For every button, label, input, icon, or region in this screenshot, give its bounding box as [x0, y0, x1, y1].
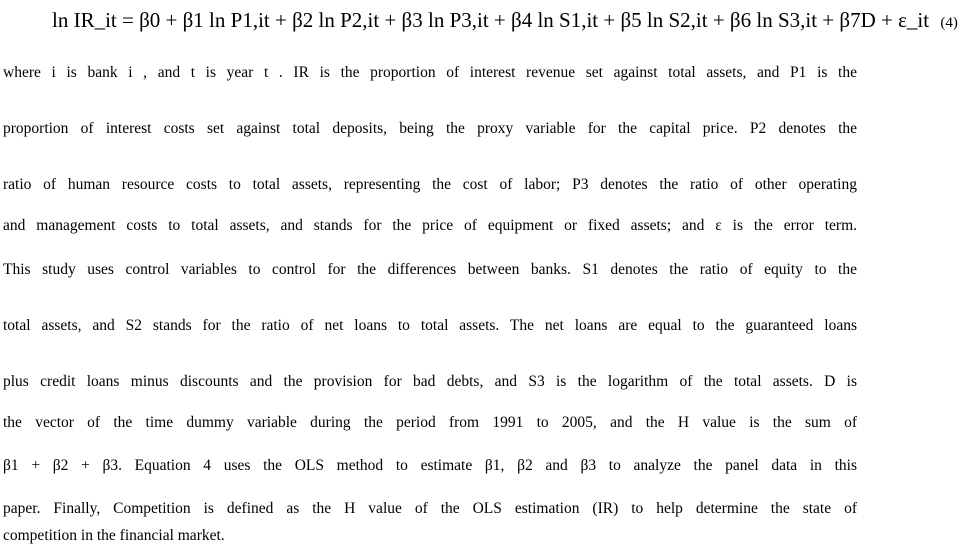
equation-number: (4) [940, 15, 958, 31]
paragraph-line-4: and management costs to total assets, and stands for the price of equipment or fixed assets; and ε is the error term. [3, 217, 857, 234]
equation-4 [52, 4, 958, 36]
paragraph-line-8: the vector of the time dummy variable during the period from 1991 to 2005, and the H value is the sum of [3, 414, 857, 431]
paragraph-line-3: ratio of human resource costs to total assets, representing the cost of labor; P3 denotes the ratio of other operating [3, 176, 857, 193]
paragraph-line-6: total assets, and S2 stands for the ratio of net loans to total assets. The net loans are equal to the guaranteed loans [3, 317, 857, 334]
paragraph-line-2: proportion of interest costs set against total deposits, being the proxy variable for the capital price. P2 denotes the [3, 120, 857, 137]
paragraph-line-10: paper. Finally, Competition is defined as the H value of the OLS estimation (IR) to help determine the state of [3, 500, 857, 517]
equation-formula: ln IR_it = β0 + β1 ln P1,it + β2 ln P2,it + β3 ln P3,it + β4 ln S1,it + β5 ln S2,it + β6 ln S3,it + β7D + ε_it [52, 8, 930, 32]
paragraph-line-7: plus credit loans minus discounts and the provision for bad debts, and S3 is the logarithm of the total assets. D is [3, 373, 857, 390]
paragraph-line-1: where i is bank i , and t is year t . IR is the proportion of interest revenue set against total assets, and P1 is the [3, 64, 857, 81]
paragraph-line-11: competition in the financial market. [3, 527, 225, 544]
paragraph-line-5: This study uses control variables to control for the differences between banks. S1 denotes the ratio of equity to the [3, 261, 857, 278]
paragraph-line-9: β1 + β2 + β3. Equation 4 uses the OLS method to estimate β1, β2 and β3 to analyze the panel data in this [3, 457, 857, 474]
